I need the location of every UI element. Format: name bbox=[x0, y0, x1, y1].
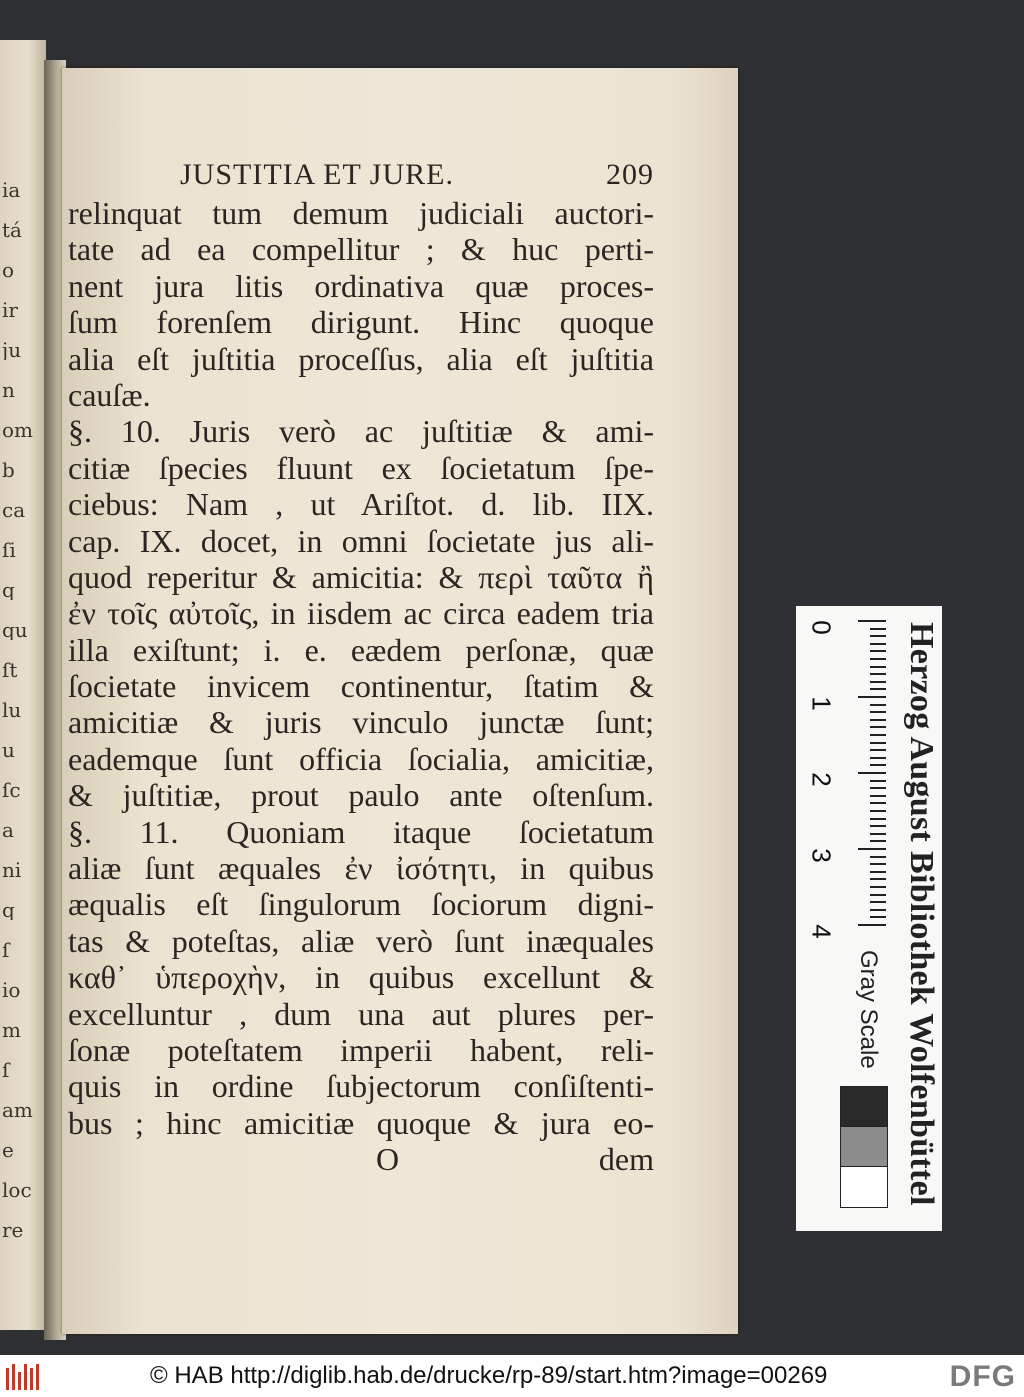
previous-page-fragment: tá bbox=[2, 220, 22, 240]
previous-page-fragment: ju bbox=[2, 340, 22, 360]
text-line: relinquat tum demum judiciali auctori- bbox=[68, 195, 654, 231]
footer-credit: © HAB http://diglib.hab.de/drucke/rp-89/start.htm?image=00269 bbox=[150, 1362, 828, 1389]
previous-page-fragment: m bbox=[2, 1020, 21, 1040]
ruler-tick bbox=[870, 856, 886, 858]
ruler-tick bbox=[870, 704, 886, 706]
ruler-tick bbox=[870, 734, 886, 736]
text-line: cauſæ. bbox=[68, 376, 151, 413]
previous-page-fragment: ſi bbox=[2, 540, 16, 560]
gray-scale-text: Gray Scale bbox=[855, 950, 882, 1069]
signature-line bbox=[68, 1141, 654, 1177]
text-line: aliæ ſunt æquales ἐν ἰσότητι, in quibus bbox=[68, 850, 654, 887]
previous-page-fragment: qu bbox=[2, 620, 28, 640]
text-line: æqualis eſt ſingulorum ſociorum digni- bbox=[68, 886, 654, 923]
ruler-tick bbox=[870, 878, 886, 880]
signature-mark: O bbox=[376, 1141, 400, 1178]
ruler-tick bbox=[870, 688, 886, 690]
ruler-tick bbox=[870, 764, 886, 766]
text-line: bus ; hinc amicitiæ quoque & jura eo- bbox=[68, 1104, 654, 1141]
previous-page-fragment: ca bbox=[2, 500, 26, 520]
previous-page-fragment: ia bbox=[2, 180, 21, 200]
ruler-tick bbox=[858, 772, 886, 774]
ruler-tick bbox=[870, 719, 886, 721]
previous-page-fragment: ſ bbox=[2, 940, 10, 960]
ruler-tick bbox=[870, 666, 886, 668]
swatch-gray bbox=[840, 1126, 888, 1168]
ruler-tick bbox=[858, 620, 886, 622]
ruler-tick bbox=[870, 643, 886, 645]
ruler-number: 3 bbox=[806, 848, 837, 863]
text-line: illa exiſtunt; i. e. eædem perſonæ, quæ bbox=[68, 631, 654, 668]
ruler-tick bbox=[870, 628, 886, 630]
ruler-tick bbox=[870, 802, 886, 804]
ruler-tick bbox=[870, 901, 886, 903]
text-line: §. 10. Juris verò ac juſtitiæ & ami- bbox=[68, 413, 654, 450]
previous-page-fragment: om bbox=[2, 420, 34, 440]
previous-page-fragment: lu bbox=[2, 700, 22, 720]
text-line: eademque ſunt officia ſocialia, amicitiæ, bbox=[68, 740, 654, 777]
footer-bar bbox=[0, 1355, 1024, 1397]
text-line: ſonæ poteſtatem imperii habent, reli- bbox=[68, 1031, 654, 1068]
previous-page-fragment: u bbox=[2, 740, 15, 760]
ruler-tick bbox=[870, 818, 886, 820]
text-line: ſocietate invicem continentur, ſtatim & bbox=[68, 668, 654, 705]
previous-page-fragment: o bbox=[2, 260, 15, 280]
swatch-white bbox=[840, 1166, 888, 1208]
dfg-logo: DFG bbox=[949, 1360, 1016, 1393]
running-header bbox=[68, 155, 654, 195]
ruler-tick bbox=[870, 650, 886, 652]
text-line: ἐν τοῖς αὐτοῖς, in iisdem ac circa eadem tria bbox=[68, 595, 654, 632]
catchword: dem bbox=[598, 1141, 654, 1178]
text-line: §. 11. Quoniam itaque ſocietatum bbox=[68, 813, 654, 850]
ruler-tick bbox=[858, 696, 886, 698]
ruler-tick bbox=[870, 916, 886, 918]
swatch-black bbox=[840, 1086, 888, 1128]
text-line: tas & poteſtas, aliæ verò ſunt inæquales bbox=[68, 922, 654, 959]
ruler-tick bbox=[870, 780, 886, 782]
previous-page-edge bbox=[0, 40, 46, 1330]
gray-scale-label bbox=[852, 950, 886, 1070]
institution-name: Herzog August Bibliothek Wolfenbüttel bbox=[903, 622, 940, 1206]
previous-page-fragment: loc bbox=[2, 1180, 32, 1200]
page-text bbox=[68, 155, 654, 1177]
previous-page-fragment: ni bbox=[2, 860, 22, 880]
ruler-tick bbox=[870, 833, 886, 835]
text-line: καθ᾽ ὑπεροχὴν, in quibus excellunt & bbox=[68, 959, 654, 996]
ruler-number: 0 bbox=[806, 620, 837, 635]
text-line: alia eſt juſtitia proceſſus, alia eſt juſtitia bbox=[68, 340, 654, 377]
ruler-tick bbox=[870, 726, 886, 728]
previous-page-fragment: q bbox=[2, 580, 15, 600]
previous-page-fragment: ſt bbox=[2, 660, 18, 680]
ruler-tick bbox=[870, 795, 886, 797]
ruler-tick bbox=[870, 711, 886, 713]
previous-page-fragment: am bbox=[2, 1100, 33, 1120]
ruler-tick bbox=[870, 749, 886, 751]
previous-page-fragment: n bbox=[2, 380, 15, 400]
ruler-tick bbox=[870, 742, 886, 744]
previous-page-fragment: ſ bbox=[2, 1060, 10, 1080]
ruler-tick bbox=[870, 871, 886, 873]
ruler-tick bbox=[870, 840, 886, 842]
text-line: citiæ ſpecies fluunt ex ſocietatum ſpe- bbox=[68, 449, 654, 486]
text-line: nent jura litis ordinativa quæ proces- bbox=[68, 267, 654, 304]
ruler-tick bbox=[870, 681, 886, 683]
running-title: JUSTITIA ET JURE. bbox=[180, 158, 454, 191]
ruler-tick bbox=[870, 825, 886, 827]
ruler-scale bbox=[806, 620, 886, 940]
previous-page-fragment: ir bbox=[2, 300, 18, 320]
body-text bbox=[68, 195, 654, 1141]
ruler-number: 2 bbox=[806, 772, 837, 787]
previous-page-fragment: ſc bbox=[2, 780, 21, 800]
ruler-number: 1 bbox=[806, 696, 837, 711]
text-line: ciebus: Nam , ut Ariſtot. d. lib. IIX. bbox=[68, 486, 654, 523]
ruler-tick bbox=[870, 658, 886, 660]
previous-page-fragment: re bbox=[2, 1220, 24, 1240]
text-line: amicitiæ & juris vinculo junctæ ſunt; bbox=[68, 704, 654, 741]
previous-page-fragment: b bbox=[2, 460, 15, 480]
ruler-tick bbox=[858, 848, 886, 850]
previous-page-fragment: q bbox=[2, 900, 15, 920]
ruler-tick bbox=[870, 673, 886, 675]
ruler-number: 4 bbox=[806, 924, 837, 939]
text-line: tate ad ea compellitur ; & huc perti- bbox=[68, 231, 654, 268]
text-line: & juſtitiæ, prout paulo ante oſtenſum. bbox=[68, 777, 654, 814]
text-line: cap. IX. docet, in omni ſocietate jus ali- bbox=[68, 522, 654, 559]
ruler-tick bbox=[870, 894, 886, 896]
ruler-tick bbox=[870, 810, 886, 812]
ruler-tick bbox=[870, 909, 886, 911]
ruler-tick bbox=[858, 924, 886, 926]
previous-page-fragment: e bbox=[2, 1140, 14, 1160]
ruler-tick bbox=[870, 863, 886, 865]
ruler-tick bbox=[870, 635, 886, 637]
previous-page-fragment: a bbox=[2, 820, 14, 840]
ruler-institution-label bbox=[902, 622, 942, 1222]
ruler-tick bbox=[870, 757, 886, 759]
hab-logo-icon bbox=[6, 1362, 46, 1390]
text-line: excelluntur , dum una aut plures per- bbox=[68, 995, 654, 1032]
text-line: quis in ordine ſubjectorum conſiſtenti- bbox=[68, 1068, 654, 1105]
previous-page-fragment: io bbox=[2, 980, 21, 1000]
text-line: quod reperitur & amicitia: & περὶ ταῦτα ἢ bbox=[68, 558, 654, 595]
text-line: ſum forenſem dirigunt. Hinc quoque bbox=[68, 304, 654, 341]
page-number: 209 bbox=[606, 158, 654, 191]
ruler-tick bbox=[870, 787, 886, 789]
ruler-tick bbox=[870, 886, 886, 888]
